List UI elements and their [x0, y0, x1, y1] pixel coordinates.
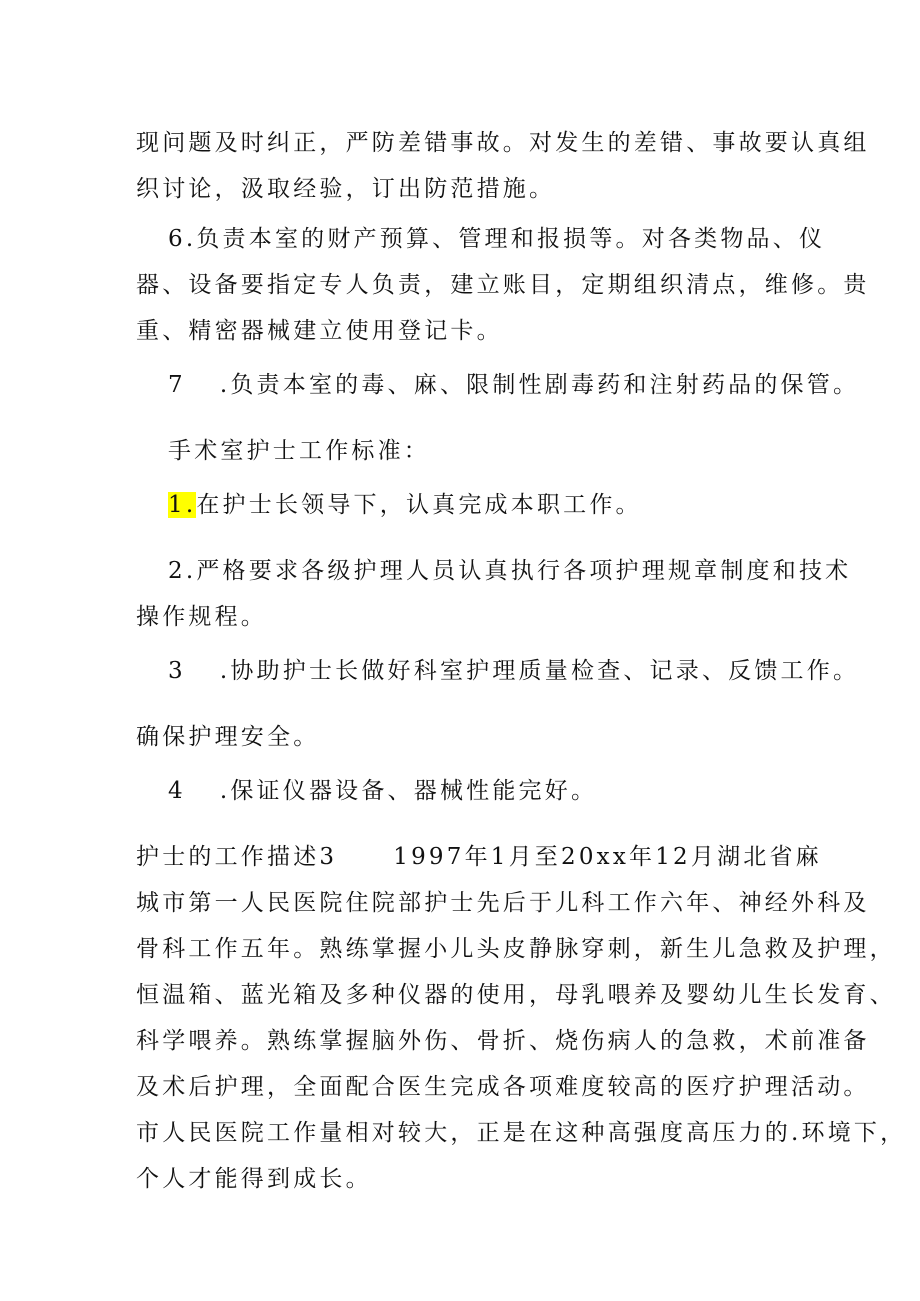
- paragraph-line: 骨科工作五年。熟练掌握小儿头皮静脉穿刺，新生儿急救及护理，: [136, 936, 896, 962]
- list-number: 6: [168, 226, 186, 252]
- list-text: .严格要求各级护理人员认真执行各项护理规章制度和技术: [185, 558, 852, 584]
- description-date: 1997年1月至20xx年12月湖北省麻: [393, 844, 822, 870]
- standard-item-4: [168, 776, 796, 806]
- paragraph-line: 重、精密器械建立使用登记卡。: [136, 318, 503, 344]
- list-text: .负责本室的财产预算、管理和报损等。对各类物品、仪: [185, 226, 826, 252]
- description-header: [136, 842, 822, 872]
- section-heading: 手术室护士工作标准：: [168, 438, 430, 464]
- standard-item-3: [168, 656, 860, 686]
- list-number: 7: [168, 372, 186, 398]
- paragraph-line: 市人民医院工作量相对较大，正是在这种高强度高压力的.环境下，: [136, 1120, 907, 1146]
- list-text: .保证仪器设备、器械性能完好。: [219, 778, 598, 804]
- paragraph-line: 确保护理安全。: [136, 724, 320, 750]
- paragraph-line: 织讨论，汲取经验，订出防范措施。: [136, 176, 556, 202]
- list-text: 在护士长领导下，认真完成本职工作。: [196, 492, 642, 518]
- standard-item-1: [168, 490, 796, 520]
- standard-item-2: [168, 556, 852, 586]
- list-item-7: [168, 370, 860, 400]
- list-number: 3: [168, 658, 186, 684]
- description-title: 护士的工作描述3: [136, 844, 338, 870]
- list-text: .负责本室的毒、麻、限制性剧毒药和注射药品的保管。: [219, 372, 860, 398]
- list-text: .协助护士长做好科室护理质量检查、记录、反馈工作。: [219, 658, 860, 684]
- list-number: 2: [168, 558, 186, 584]
- paragraph-line: 器、设备要指定专人负责，建立账目，定期组织清点，维修。贵: [136, 272, 870, 298]
- paragraph-line: 科学喂养。熟练掌握脑外伤、骨折、烧伤病人的急救，术前准备: [136, 1028, 870, 1054]
- paragraph-line: 现问题及时纠正，严防差错事故。对发生的差错、事故要认真组: [136, 130, 870, 156]
- list-number: 4: [168, 778, 186, 804]
- paragraph-line: 恒温箱、蓝光箱及多种仪器的使用，母乳喂养及婴幼儿生长发育、: [136, 982, 896, 1008]
- paragraph-line: 个人才能得到成长。: [136, 1166, 372, 1192]
- list-item-6: [168, 224, 826, 254]
- paragraph-line: 城市第一人民医院住院部护士先后于儿科工作六年、神经外科及: [136, 890, 870, 916]
- paragraph-line: 操作规程。: [136, 604, 267, 630]
- paragraph-line: 及术后护理，全面配合医生完成各项难度较高的医疗护理活动。: [136, 1074, 870, 1100]
- highlighted-number: 1.: [168, 492, 197, 518]
